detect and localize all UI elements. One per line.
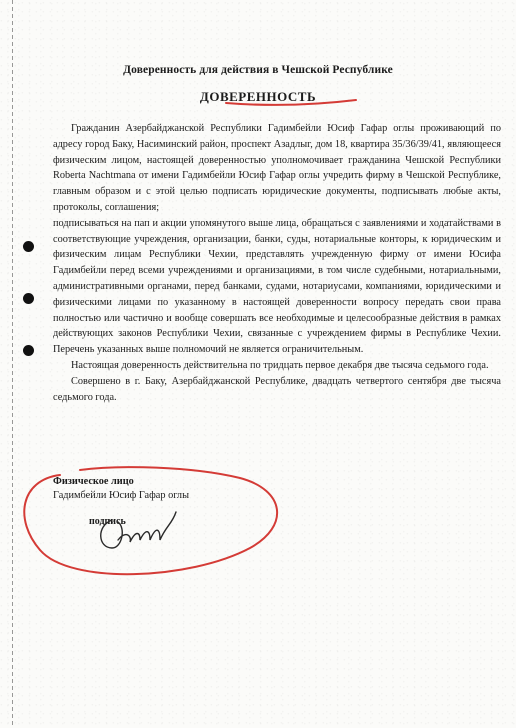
document-body [53,121,501,405]
document-heading: Доверенность для действия в Чешской Республике [123,64,393,76]
scan-edge-line [12,0,13,728]
paragraph-powers: подписываться на пап и акции упомянутого выше лица, обращаться с заявлениями и ходатайствами в соответствующие учреждения, организации, банки, суды, нотариальные конторы, к юридическим и физическим лицам Республики Чехии, представлять учрежденную фирму от имени Юсифа Гадимбейли перед всеми учреждениями и организациями, в том числе судебными, нотариальными, административными органами, перед банками, судами, нотариусами, компаниями, юридическими и физическими лицами по указанному в настоящей доверенности вопросу передать свои права полностью или частично и вообще совершать все необходимые и целесообразные действия в рамках действующих законов Республики Чехии, связанные с учреждением фирмы в Республике Чехии. Перечень указанных выше полномочий не является ограничительным. [53,217,501,356]
punch-hole [23,293,34,304]
punch-hole [23,241,34,252]
punch-hole [23,345,34,356]
paragraph-validity: Настоящая доверенность действительна по тридцать первое декабря две тысяча седьмого года. [71,359,489,371]
signatory-role: Физическое лицо [53,476,134,487]
signature-block [53,475,353,503]
paragraph-place-date: Совершено в г. Баку, Азербайджанской Республике, двадцать четвертого сентября две тысяча седьмого года. [53,375,501,403]
signature-label: подпись [89,516,126,527]
signatory-name: Гадимбейли Юсиф Гафар оглы [53,490,189,501]
document-title: ДОВЕРЕННОСТЬ [199,89,317,104]
paragraph-grant: Гражданин Азербайджанской Республики Гадимбейли Юсиф Гафар оглы проживающий по адресу город Баку, Насиминский район, проспект Азадлыг, дом 18, квартира 35/36/39/41, являющееся физическим лицом, настоящей доверенностью уполномочивает гражданина Чешской Республики Roberta Nachtmana от имени Гадимбейли Юсиф Гафар оглы учредить фирму в Чешской Республике, главным образом и с этой целью подписать юридические документы, подписывать любые акты, протоколы, соглашения; [53,123,501,213]
